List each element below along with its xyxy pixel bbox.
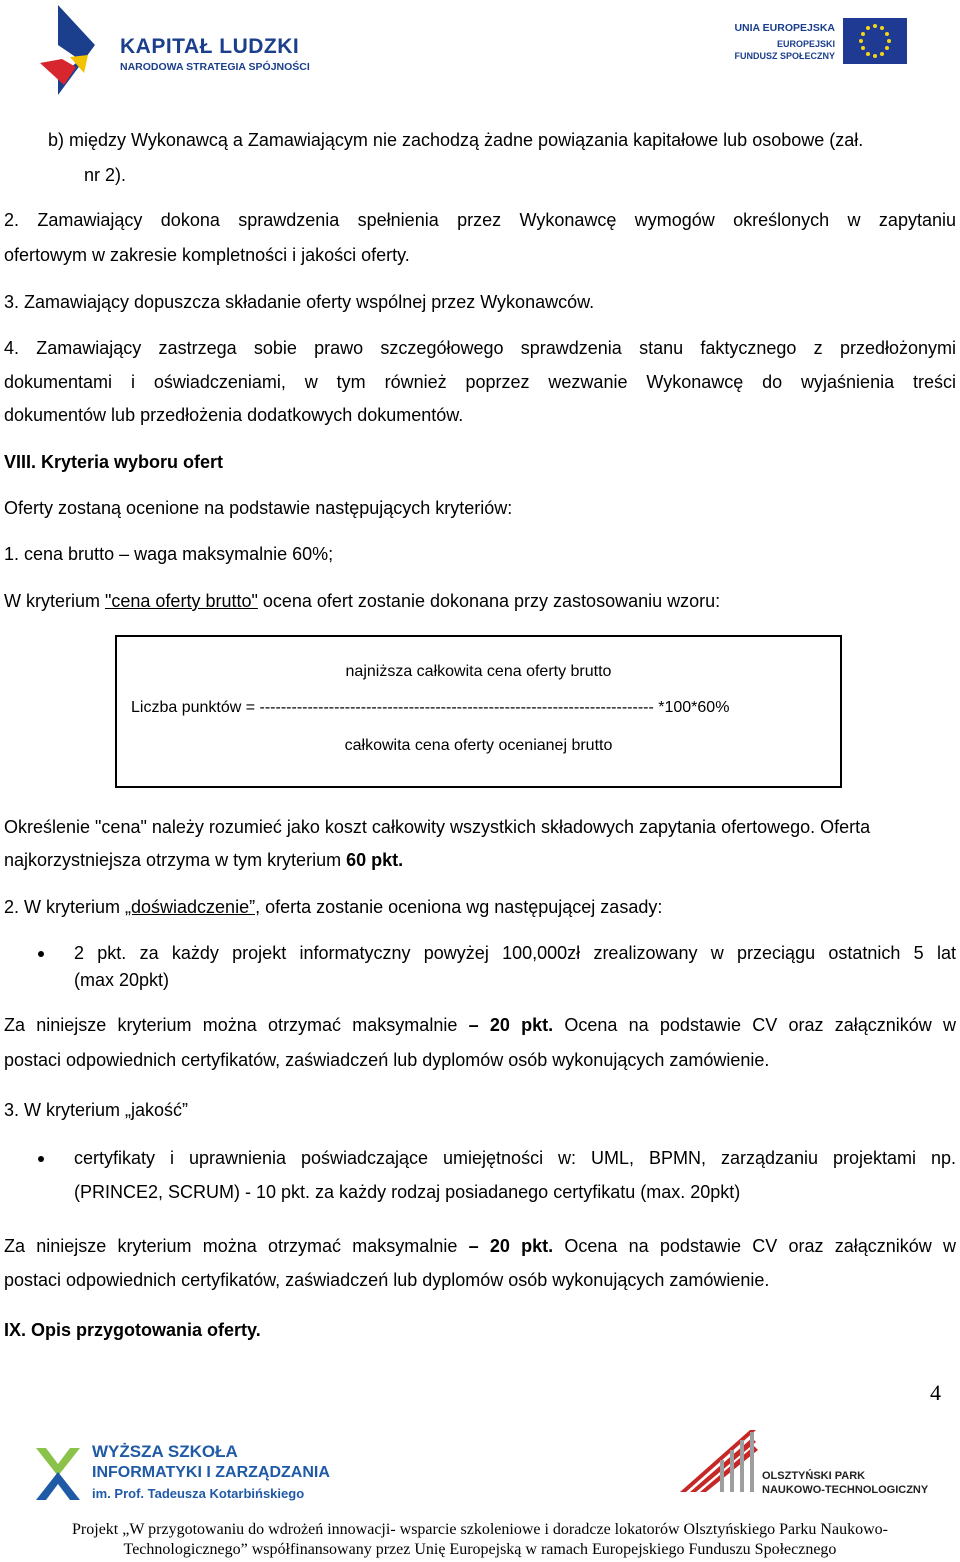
footer-line2: Technologicznego” współfinansowany przez Unię Europejską w ramach Europejskiego Funduszu Społecznego [123, 1541, 837, 1558]
kapital-ludzki-subtitle: NARODOWA STRATEGIA SPÓJNOŚCI [120, 61, 310, 73]
price-note-points: 60 pkt. [346, 850, 404, 870]
criterion-3: 3. W kryterium „jakość” [4, 1100, 189, 1120]
eu-logo-line1: UNIA EUROPEJSKA [734, 22, 835, 34]
criterion-3-max-points: – 20 pkt. [468, 1236, 554, 1256]
point-b-line1: b) między Wykonawcą a Zamawiającym nie zachodzą żadne powiązania kapitałowe lub osobowe (zał. [48, 130, 864, 150]
formula-intro-b: ocena ofert zostanie dokonana przy zastosowaniu wzoru: [257, 591, 721, 611]
section-9-heading: IX. Opis przygotowania oferty. [4, 1320, 261, 1340]
point2-line1: 2. Zamawiający dokona sprawdzenia spełnienia przez Wykonawcę wymogów określonych w zapytaniu [4, 210, 956, 230]
point3: 3. Zamawiający dopuszcza składanie oferty wspólnej przez Wykonawców. [4, 292, 595, 312]
criterion-3-bullet-line2: (PRINCE2, SCRUM) - 10 pkt. za każdy rodzaj posiadanego certyfikatu (max. 20pkt) [74, 1182, 741, 1202]
wsiz-logo [30, 1440, 330, 1510]
criterion-3-max-line1 [4, 1236, 956, 1257]
opnt-emblem [680, 1430, 760, 1492]
criterion-2-bullet-line1: 2 pkt. za każdy projekt informatyczny powyżej 100,000zł zrealizowany w przeciągu ostatnich 5 lat [74, 943, 956, 963]
point2-line2: ofertowym w zakresie kompletności i jakości oferty. [4, 245, 410, 265]
criterion-3-max-c: Ocena na podstawie CV oraz załączników w [553, 1236, 956, 1256]
formula-intro [4, 591, 720, 612]
criterion-3-bullet-line1: certyfikaty i uprawnienia poświadczające umiejętności w: UML, BPMN, zarządzaniu projektami np. [74, 1148, 956, 1168]
formula-main-line: Liczba punktów = -------------------------------------------------------------------------- *100*60% [131, 699, 730, 716]
criterion-3-bullet-icon [38, 1156, 44, 1162]
criterion-3-max-line2: postaci odpowiednich certyfikatów, zaświadczeń lub dyplomów osób wykonujących zamówienie. [4, 1270, 770, 1290]
criterion-2-underlined: „doświadczenie”, [125, 897, 261, 917]
price-note-line2 [4, 850, 403, 871]
kapital-ludzki-title: KAPITAŁ LUDZKI [120, 35, 300, 58]
criterion-1: 1. cena brutto – waga maksymalnie 60%; [4, 544, 334, 564]
criterion-3-max-a: Za niniejsze kryterium można otrzymać maksymalnie [4, 1236, 469, 1256]
point4-line2: dokumentami i oświadczeniami, w tym również poprzez wezwanie Wykonawcę do wyjaśnienia treści [4, 372, 956, 392]
criterion-2-bullet-line2: (max 20pkt) [74, 970, 170, 990]
criterion-2-a: 2. W kryterium [4, 897, 126, 917]
point4-line3: dokumentów lub przedłożenia dodatkowych dokumentów. [4, 405, 464, 425]
footer-line1: Projekt „W przygotowaniu do wdrożeń innowacji- wsparcie szkoleniowe i doradcze lokatorów Olsztyńskiego Parku Naukowo- [72, 1521, 888, 1538]
eu-logo-line3: FUNDUSZ SPOŁECZNY [734, 51, 835, 61]
opnt-logo [680, 1430, 930, 1510]
criterion-2-bullet-icon [38, 951, 44, 957]
kapital-ludzki-logo [40, 5, 320, 95]
point-b-line2: nr 2). [84, 165, 127, 185]
criterion-2-max-line2: postaci odpowiednich certyfikatów, zaświadczeń lub dyplomów osób wykonujących zamówienie. [4, 1050, 770, 1070]
eu-logo-line2: EUROPEJSKI [776, 39, 835, 49]
formula-numerator: najniższa całkowita cena oferty brutto [345, 663, 612, 680]
opnt-line1: OLSZTYŃSKI PARK [762, 1470, 866, 1482]
criterion-2 [4, 897, 662, 918]
criterion-2-max-a: Za niniejsze kryterium można otrzymać maksymalnie [4, 1015, 469, 1035]
wsiz-line1: WYŻSZA SZKOŁA [92, 1442, 238, 1461]
wsiz-line3: im. Prof. Tadeusza Kotarbińskiego [92, 1486, 305, 1501]
wsiz-emblem [30, 1446, 86, 1502]
price-note-line1: Określenie "cena" należy rozumieć jako koszt całkowity wszystkich składowych zapytania ofertowego. Oferta [4, 817, 871, 837]
kapital-ludzki-emblem [40, 5, 110, 95]
formula-denominator: całkowita cena oferty ocenianej brutto [344, 737, 613, 754]
price-note-line2-a: najkorzystniejsza otrzyma w tym kryterium [4, 850, 347, 870]
eu-flag-icon [843, 18, 907, 64]
criteria-intro: Oferty zostaną ocenione na podstawie następujących kryteriów: [4, 498, 513, 518]
page-number: 4 [930, 1380, 941, 1405]
section-8-heading: VIII. Kryteria wyboru ofert [4, 452, 224, 472]
criterion-2-max-points: – 20 pkt. [468, 1015, 554, 1035]
eu-logo [725, 14, 915, 74]
wsiz-line2: INFORMATYKI I ZARZĄDZANIA [92, 1464, 330, 1481]
point4-line1: 4. Zamawiający zastrzega sobie prawo szczegółowego sprawdzenia stanu faktycznego z przedłożonymi [4, 338, 956, 358]
opnt-line2: NAUKOWO-TECHNOLOGICZNY [762, 1484, 929, 1496]
formula-box [115, 635, 842, 788]
formula-intro-a: W kryterium [4, 591, 105, 611]
criterion-2-b: oferta zostanie oceniona wg następującej zasady: [260, 897, 663, 917]
criterion-2-max-line1 [4, 1015, 956, 1036]
criterion-2-max-c: Ocena na podstawie CV oraz załączników w [553, 1015, 956, 1035]
formula-intro-underlined: "cena oferty brutto" [105, 591, 258, 611]
